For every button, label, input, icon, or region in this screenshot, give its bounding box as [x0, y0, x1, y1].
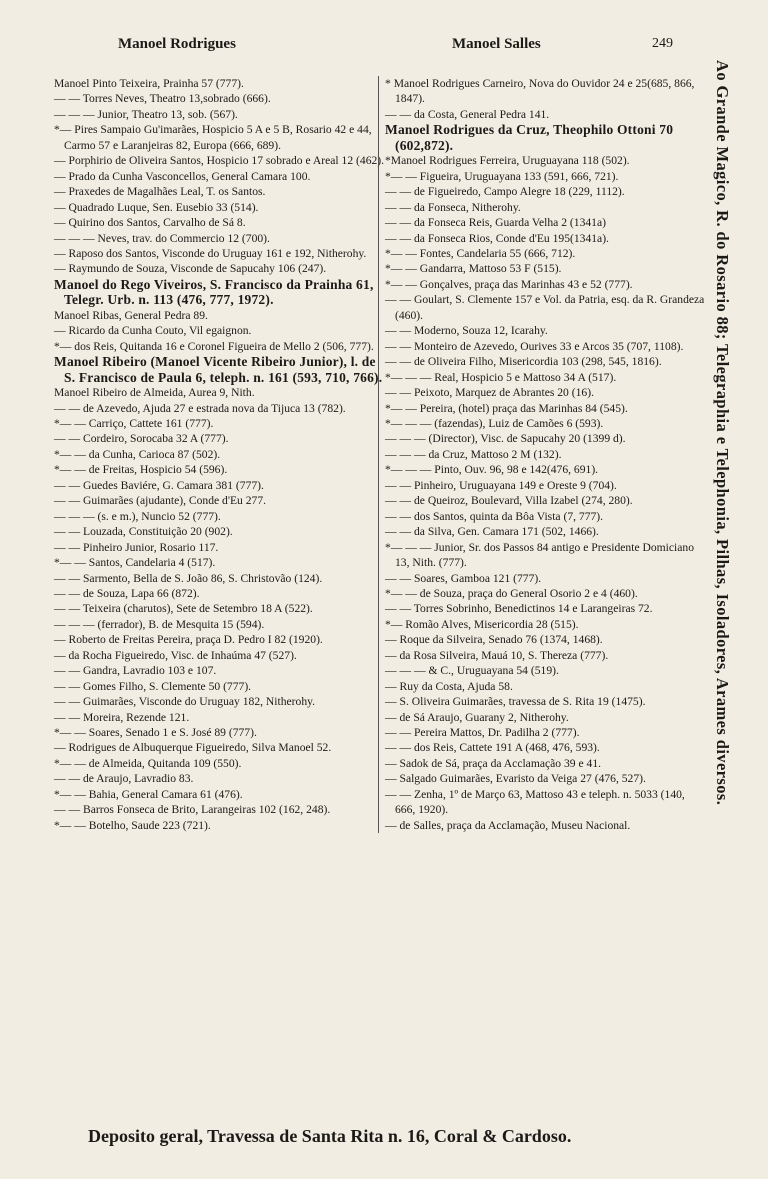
directory-entry: — Roberto de Freitas Pereira, praça D. Pedro I 82 (1920). — [54, 633, 323, 647]
page-number: 249 — [652, 36, 673, 51]
directory-entry: — — — Junior, Theatro 13, sob. (567). — [54, 107, 238, 121]
directory-entry: *— — Fontes, Candelaria 55 (666, 712). — [385, 246, 576, 260]
directory-entry: — — Teixeira (charutos), Sete de Setembro 18 A (522). — [54, 602, 313, 616]
directory-entry: *— — de Almeida, Quitanda 109 (550). — [54, 756, 242, 770]
directory-entry: — Ruy da Costa, Ajuda 58. — [385, 679, 513, 693]
left-column — [54, 76, 386, 833]
directory-entry: *— — — (fazendas), Luiz de Camões 6 (593). — [385, 416, 604, 430]
directory-entry: — — Guimarães (ajudante), Conde d'Eu 277. — [54, 494, 267, 508]
directory-entry: — — Torres Neves, Theatro 13,sobrado (666). — [54, 92, 271, 106]
directory-entry: — Rodrigues de Albuquerque Figueiredo, Silva Manoel 52. — [54, 741, 332, 755]
directory-entry: — — da Fonseca Rios, Conde d'Eu 195(1341a). — [385, 231, 609, 245]
directory-entry: — — da Silva, Gen. Camara 171 (502, 1466). — [385, 525, 599, 539]
directory-entry: — — Louzada, Constituição 20 (902). — [54, 525, 233, 539]
directory-heading-entry: Manoel Ribeiro (Manoel Vicente Ribeiro Junior), l. de S. Francisco de Paula 6, teleph. n. 161 (593, 710, 766). — [54, 354, 383, 385]
directory-entry: *— — Figueira, Uruguayana 133 (591, 666, 721). — [385, 169, 619, 183]
directory-entry: *— — Botelho, Saude 223 (721). — [54, 818, 211, 832]
directory-heading-entry: Manoel Rodrigues da Cruz, Theophilo Ottoni 70 (602,872). — [385, 122, 674, 153]
directory-entry: — — Zenha, 1º de Março 63, Mattoso 43 e teleph. n. 5033 (140, 666, 1920). — [385, 787, 685, 817]
directory-entry: — — Barros Fonseca de Brito, Larangeiras 102 (162, 248). — [54, 803, 331, 817]
directory-entry: — Quirino dos Santos, Carvalho de Sá 8. — [54, 216, 246, 230]
right-column — [378, 76, 705, 833]
directory-entry: — — — (s. e m.), Nuncio 52 (777). — [54, 509, 221, 523]
directory-entry: — de Salles, praça da Acclamação, Museu Nacional. — [385, 818, 631, 832]
directory-entry: — — Torres Sobrinho, Benedictinos 14 e Larangeiras 72. — [385, 602, 653, 616]
directory-entry: — — da Costa, General Pedra 141. — [385, 107, 550, 121]
directory-entry: — S. Oliveira Guimarães, travessa de S. Rita 19 (1475). — [385, 695, 646, 709]
directory-entry: *— — de Souza, praça do General Osorio 2 e 4 (460). — [385, 586, 638, 600]
directory-entry: * Manoel Rodrigues Carneiro, Nova do Ouvidor 24 e 25(685, 866, 1847). — [385, 77, 695, 106]
directory-entry: — — Guimarães, Visconde do Uruguay 182, Nitherohy. — [54, 695, 316, 709]
directory-entry: Manoel Ribeiro de Almeida, Aurea 9, Nith. — [54, 386, 255, 400]
directory-entry: — Salgado Guimarães, Evaristo da Veiga 27 (476, 527). — [385, 772, 646, 786]
directory-entry: — — Moderno, Souza 12, Icarahy. — [385, 324, 548, 338]
directory-entry: *— — — Pinto, Ouv. 96, 98 e 142(476, 691). — [385, 463, 599, 477]
directory-entry: — — dos Santos, quinta da Bôa Vista (7, 777). — [385, 509, 604, 523]
directory-entry: — Quadrado Luque, Sen. Eusebio 33 (514). — [54, 200, 259, 214]
directory-entry: — — — (ferrador), B. de Mesquita 15 (594). — [54, 617, 265, 631]
directory-entry: — — Cordeiro, Sorocaba 32 A (777). — [54, 432, 229, 446]
directory-entry: *— — Gonçalves, praça das Marinhas 43 e 52 (777). — [385, 277, 633, 291]
directory-entry: — — de Souza, Lapa 66 (872). — [54, 586, 200, 600]
side-advertisement — [702, 60, 738, 1100]
directory-entry: *— — Gandarra, Mattoso 53 F (515). — [385, 262, 562, 276]
directory-entry: — — de Queiroz, Boulevard, Villa Izabel (274, 280). — [385, 494, 633, 508]
directory-entry: — Ricardo da Cunha Couto, Vil egaignon. — [54, 324, 252, 338]
directory-entry: — da Rosa Silveira, Mauá 10, S. Thereza (777). — [385, 648, 609, 662]
directory-entry: — — — da Cruz, Mattoso 2 M (132). — [385, 447, 562, 461]
directory-entry: — — Gomes Filho, S. Clemente 50 (777). — [54, 679, 252, 693]
directory-entry: — — de Oliveira Filho, Misericordia 103 (298, 545, 1816). — [385, 355, 662, 369]
directory-entry: — Sadok de Sá, praça da Acclamação 39 e 41. — [385, 756, 602, 770]
directory-entry: — — — (Director), Visc. de Sapucahy 20 (1399 d). — [385, 432, 626, 446]
directory-entry: *— — Bahia, General Camara 61 (476). — [54, 787, 243, 801]
directory-entry: Manoel Ribas, General Pedra 89. — [54, 308, 208, 322]
directory-entry: — Raposo dos Santos, Visconde do Uruguay 161 e 192, Nitherohy. — [54, 246, 367, 260]
directory-entry: *— dos Reis, Quitanda 16 e Coronel Figueira de Mello 2 (506, 777). — [54, 339, 374, 353]
directory-entry: — da Rocha Figueiredo, Visc. de Inhaúma 47 (527). — [54, 648, 297, 662]
directory-entry: — — de Figueiredo, Campo Alegre 18 (229, 1112). — [385, 185, 625, 199]
directory-entry: — Prado da Cunha Vasconcellos, General Camara 100. — [54, 169, 311, 183]
directory-entry: — de Sá Araujo, Guarany 2, Nitherohy. — [385, 710, 569, 724]
directory-entry: *— — Carriço, Cattete 161 (777). — [54, 416, 214, 430]
directory-entry: — — de Azevedo, Ajuda 27 e estrada nova da Tijuca 13 (782). — [54, 401, 346, 415]
directory-entry: — — — Neves, trav. do Commercio 12 (700). — [54, 231, 270, 245]
directory-entry: — — Monteiro de Azevedo, Ourives 33 e Arcos 35 (707, 1108). — [385, 339, 684, 353]
directory-entry: *— — de Freitas, Hospicio 54 (596). — [54, 463, 228, 477]
directory-entry: — — Peixoto, Marquez de Abrantes 20 (16). — [385, 386, 594, 400]
directory-entry: *— Pires Sampaio Gu'imarães, Hospicio 5 A e 5 B, Rosario 42 e 44, Carmo 57 e Laranjeiras 82, Europa (666, 689). — [54, 123, 372, 152]
directory-entry: — — da Fonseca, Nitherohy. — [385, 200, 521, 214]
directory-entry: *— — — Junior, Sr. dos Passos 84 antigo e Presidente Domiciano 13, Nith. (777). — [385, 540, 695, 570]
directory-entry: *— Romão Alves, Misericordia 28 (515). — [385, 617, 579, 631]
running-header-center: Manoel Salles — [452, 36, 541, 52]
directory-entry: — — Goulart, S. Clemente 157 e Vol. da Patria, esq. da R. Grandeza (460). — [385, 293, 705, 322]
directory-entry: — — — & C., Uruguayana 54 (519). — [385, 664, 559, 678]
directory-entry: — Praxedes de Magalhães Leal, T. os Santos. — [54, 185, 266, 199]
side-advertisement-text: Ao Grande Magico, R. do Rosario 88; Telegraphia e Telephonia, Pilhas, Isoladores, Arames diversos. — [713, 60, 732, 806]
directory-entry: *— — — Real, Hospicio 5 e Mattoso 34 A (517). — [385, 370, 617, 384]
directory-entry: — — Sarmento, Bella de S. João 86, S. Christovão (124). — [54, 571, 323, 585]
directory-entry: — Roque da Silveira, Senado 76 (1374, 1468). — [385, 633, 603, 647]
directory-entry: *— — Pereira, (hotel) praça das Marinhas 84 (545). — [385, 401, 628, 415]
directory-entry: — — Pinheiro Junior, Rosario 117. — [54, 540, 219, 554]
directory-entry: — — da Fonseca Reis, Guarda Velha 2 (1341a) — [385, 216, 606, 230]
running-header-left: Manoel Rodrigues — [118, 36, 236, 52]
directory-entry: Manoel Pinto Teixeira, Prainha 57 (777). — [54, 77, 244, 90]
directory-entry: — — Gandra, Lavradio 103 e 107. — [54, 664, 217, 678]
directory-entry: — — Pinheiro, Uruguayana 149 e Oreste 9 (704). — [385, 478, 617, 492]
directory-entry: — — Soares, Gamboa 121 (777). — [385, 571, 542, 585]
directory-entry: *— — Soares, Senado 1 e S. José 89 (777). — [54, 726, 257, 740]
directory-entry: — Raymundo de Souza, Visconde de Sapucahy 106 (247). — [54, 262, 327, 276]
directory-entry: — — dos Reis, Cattete 191 A (468, 476, 593). — [385, 741, 600, 755]
directory-entry: *— — da Cunha, Carioca 87 (502). — [54, 447, 221, 461]
directory-entry: — — Pereira Mattos, Dr. Padilha 2 (777). — [385, 726, 580, 740]
directory-entry: — — de Araujo, Lavradio 83. — [54, 772, 194, 786]
directory-heading-entry: Manoel do Rego Viveiros, S. Francisco da Prainha 61, Telegr. Urb. n. 113 (476, 777, 1972). — [54, 276, 374, 308]
directory-entry: *Manoel Rodrigues Ferreira, Uruguayana 118 (502). — [385, 154, 630, 168]
directory-entry: — — Guedes Baviére, G. Camara 381 (777). — [54, 478, 264, 492]
directory-entry: — Porphirio de Oliveira Santos, Hospicio 17 sobrado e Areal 12 (462). — [54, 154, 385, 168]
directory-entry: — — Moreira, Rezende 121. — [54, 710, 190, 724]
directory-entry: *— — Santos, Candelaria 4 (517). — [54, 556, 216, 570]
footer-advertisement: Deposito geral, Travessa de Santa Rita n. 16, Coral & Cardoso. — [88, 1126, 572, 1146]
